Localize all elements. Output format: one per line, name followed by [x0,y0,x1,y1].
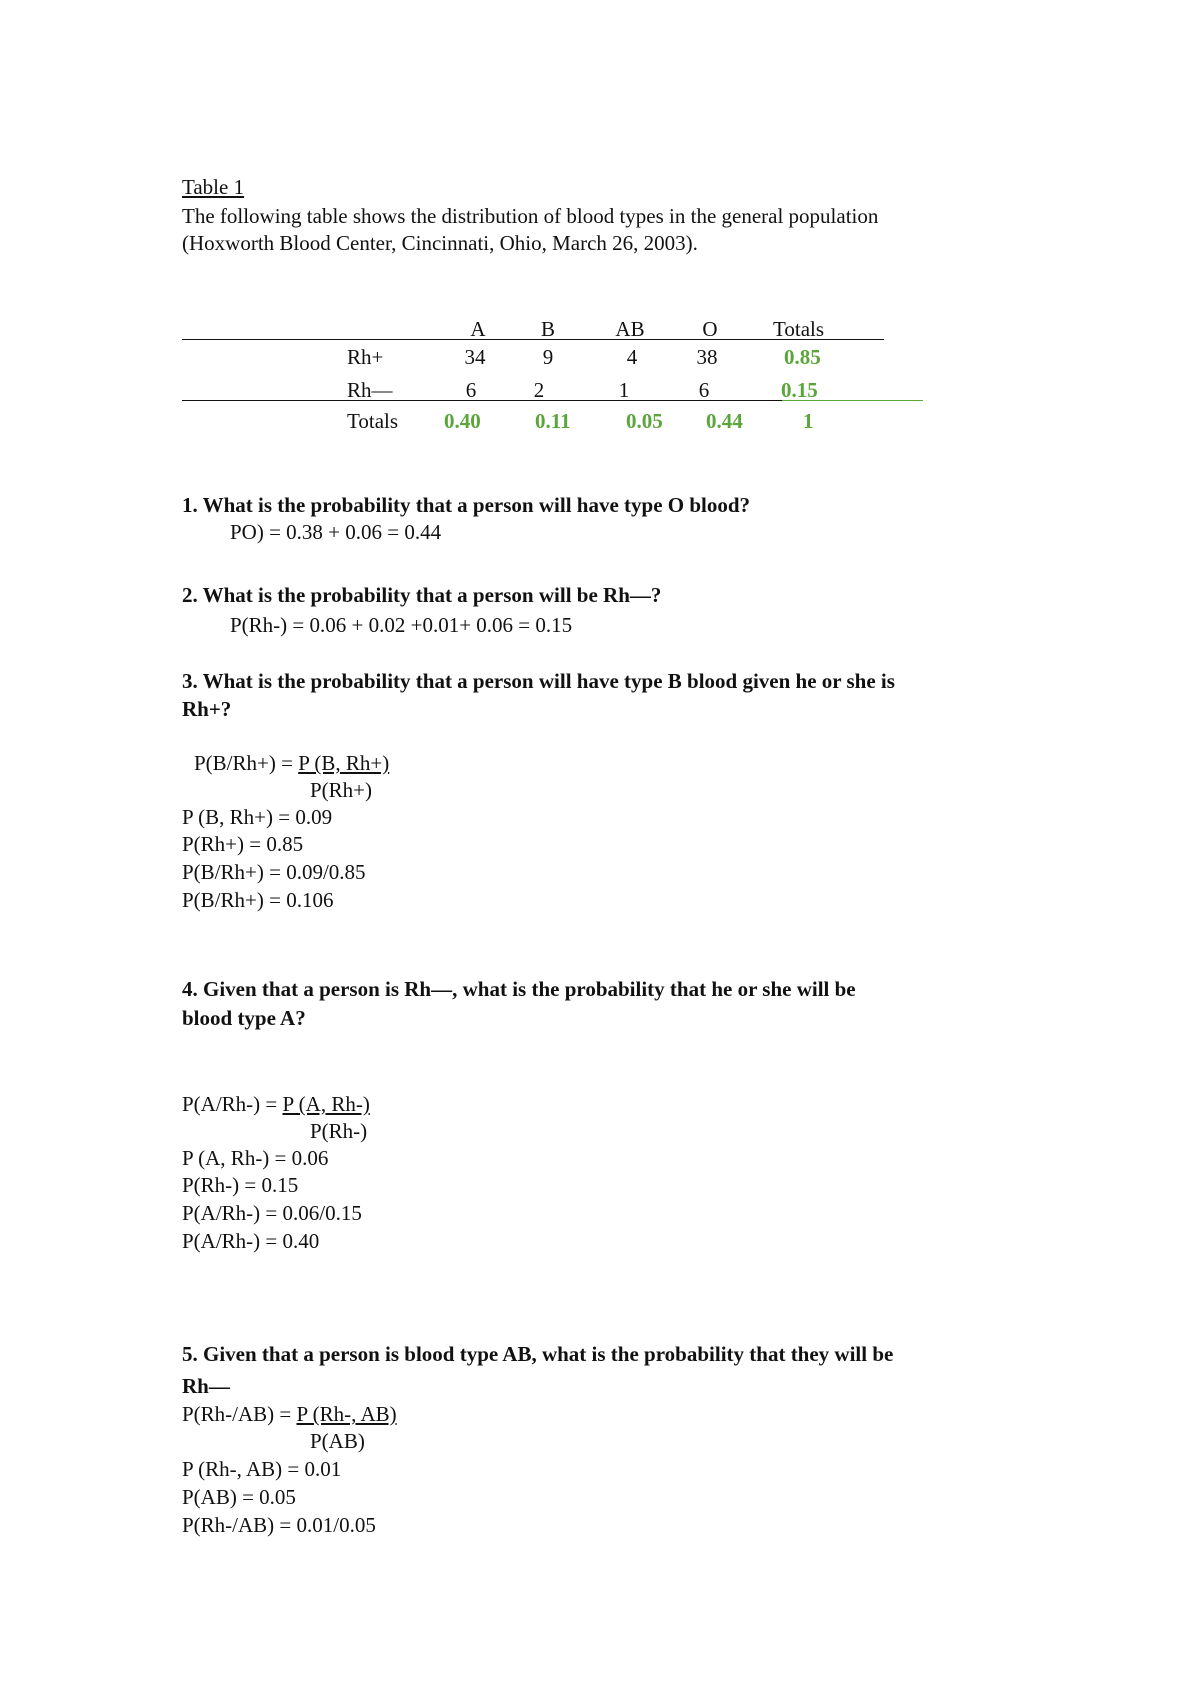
formula-4-lhs: P(A/Rh-) = [182,1092,283,1116]
table-top-rule [182,339,884,340]
cell-rh-neg-ab: 1 [618,378,630,402]
formula-3-numerator: P (B, Rh+) [298,751,390,775]
formula-3-denominator: P(Rh+) [310,778,373,802]
step-4-2: P(Rh-) = 0.15 [182,1173,299,1197]
cell-rh-pos-b: 9 [542,345,554,369]
row-label-rh-neg: Rh— [347,378,393,402]
cell-total-b: 0.11 [535,409,571,433]
step-4-1: P (A, Rh-) = 0.06 [182,1146,329,1170]
table-mid-rule-highlight [782,400,923,401]
formula-3 [194,750,389,776]
cell-rh-pos-o: 38 [696,345,718,369]
step-5-2: P(AB) = 0.05 [182,1485,296,1509]
question-3-line-2: Rh+? [182,697,232,721]
step-4-3: P(A/Rh-) = 0.06/0.15 [182,1201,362,1225]
formula-5-denominator: P(AB) [310,1429,365,1453]
formula-4-denominator: P(Rh-) [310,1119,368,1143]
step-3-2: P(Rh+) = 0.85 [182,832,304,856]
cell-rh-neg-a: 6 [465,378,477,402]
cell-rh-neg-total: 0.15 [781,378,818,402]
cell-total-o: 0.44 [706,409,743,433]
header-b: B [540,317,555,341]
step-3-4: P(B/Rh+) = 0.106 [182,888,334,912]
step-3-3: P(B/Rh+) = 0.09/0.85 [182,860,366,884]
answer-1: PO) = 0.38 + 0.06 = 0.44 [230,520,442,544]
step-5-1: P (Rh-, AB) = 0.01 [182,1457,342,1481]
question-4-line-1: 4. Given that a person is Rh—, what is the probability that he or she will be [182,977,856,1001]
step-5-3: P(Rh-/AB) = 0.01/0.05 [182,1513,376,1537]
intro-line-2: (Hoxworth Blood Center, Cincinnati, Ohio, March 26, 2003). [182,231,698,255]
header-ab: AB [615,317,645,341]
row-label-rh-pos: Rh+ [347,345,384,369]
step-4-4: P(A/Rh-) = 0.40 [182,1229,320,1253]
header-o: O [702,317,718,341]
cell-total-grand: 1 [803,409,814,433]
formula-5 [182,1401,397,1427]
row-label-totals: Totals [347,409,399,433]
cell-rh-neg-o: 6 [698,378,710,402]
intro-line-1: The following table shows the distribution of blood types in the general population [182,204,879,228]
table-mid-rule [182,400,782,401]
formula-3-lhs: P(B/Rh+) = [194,751,299,775]
cell-rh-neg-b: 2 [533,378,545,402]
question-4-line-2: blood type A? [182,1006,306,1030]
question-2: 2. What is the probability that a person will be Rh—? [182,583,662,607]
formula-4-numerator: P (A, Rh-) [282,1092,370,1116]
step-3-1: P (B, Rh+) = 0.09 [182,805,333,829]
question-3-line-1: 3. What is the probability that a person will have type B blood given he or she is [182,669,895,693]
cell-rh-pos-a: 34 [464,345,486,369]
formula-5-numerator: P (Rh-, AB) [296,1402,397,1426]
table-label: Table 1 [182,175,245,199]
header-totals: Totals [773,317,825,341]
question-5-line-1: 5. Given that a person is blood type AB, what is the probability that they will be [182,1342,894,1366]
question-5-line-2: Rh— [182,1374,230,1398]
cell-rh-pos-total: 0.85 [784,345,821,369]
header-a: A [470,317,486,341]
formula-4 [182,1091,370,1117]
question-1: 1. What is the probability that a person will have type O blood? [182,493,751,517]
formula-5-lhs: P(Rh-/AB) = [182,1402,297,1426]
cell-rh-pos-ab: 4 [626,345,638,369]
cell-total-ab: 0.05 [626,409,663,433]
cell-total-a: 0.40 [444,409,481,433]
answer-2: P(Rh-) = 0.06 + 0.02 +0.01+ 0.06 = 0.15 [230,613,573,637]
